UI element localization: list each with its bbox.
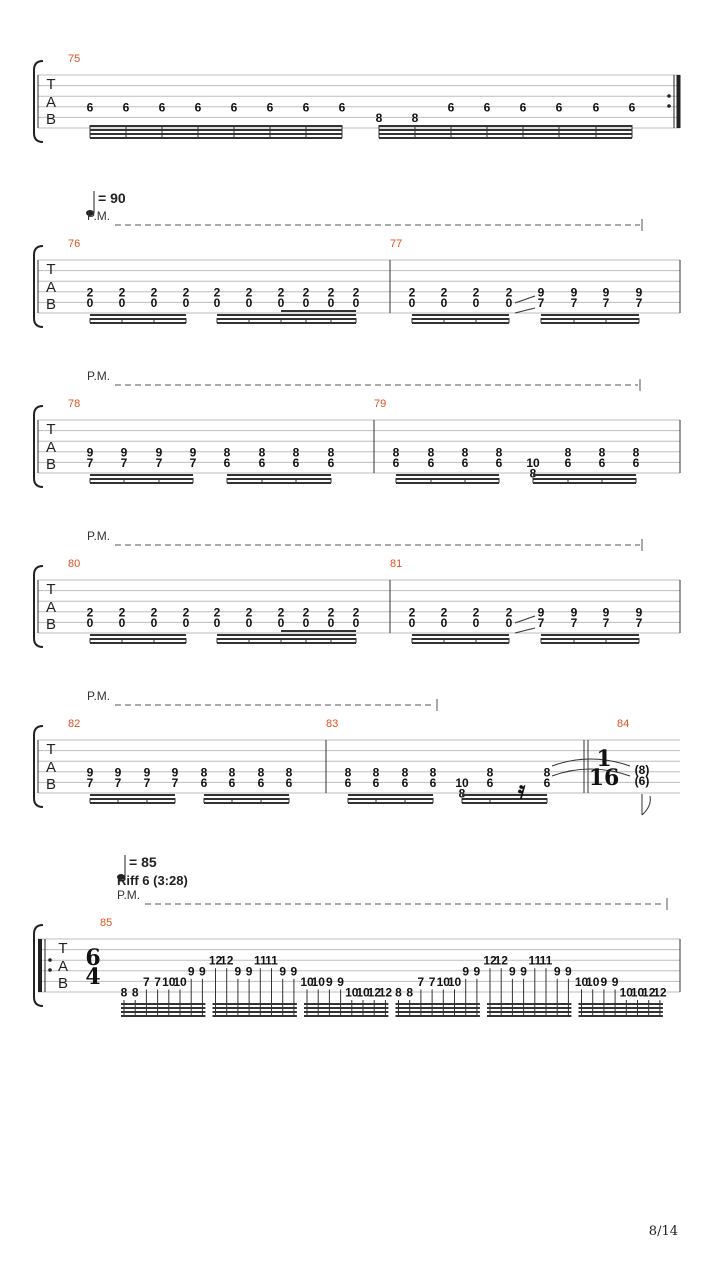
- tab-clef-b: B: [45, 456, 57, 473]
- fret-number: 2: [86, 285, 94, 300]
- fret-number: 8: [292, 445, 300, 460]
- fret-number: 0: [408, 615, 416, 630]
- sixteenth-rest-icon: 𝄿: [518, 777, 526, 804]
- fret-number: 8: [598, 445, 606, 460]
- fret-number: 8: [258, 445, 266, 460]
- fret-number: 2: [408, 605, 416, 620]
- fret-number: 7: [143, 974, 150, 989]
- fret-number: 6: [564, 455, 572, 470]
- fret-number: 9: [189, 445, 197, 460]
- fret-number: 6: [194, 100, 202, 115]
- measure-75-beams: [90, 125, 632, 138]
- fret-number: 9: [570, 605, 578, 620]
- tied-fret-number: (6): [634, 774, 650, 788]
- fret-number: 11: [265, 953, 278, 968]
- fret-number: 9: [279, 964, 287, 979]
- tab-clef-b: B: [45, 776, 57, 793]
- fret-number: 9: [565, 964, 572, 979]
- fret-number: 6: [223, 455, 231, 470]
- fret-number: 0: [277, 615, 285, 630]
- fret-number: 10: [311, 974, 325, 989]
- fret-number: 9: [537, 285, 545, 300]
- tempo-marking: = 90: [98, 190, 126, 206]
- fret-number: 7: [417, 974, 425, 989]
- palm-mute-label: P.M.: [87, 369, 111, 383]
- fret-number: 0: [472, 615, 480, 630]
- tab-clef-t: T: [58, 940, 68, 957]
- fret-number: 2: [302, 605, 310, 620]
- fret-number: 8: [401, 765, 409, 780]
- fret-number: 9: [611, 974, 619, 989]
- fret-number: 12: [378, 985, 393, 1000]
- measure-82-83-beams: [90, 795, 547, 803]
- fret-number: 0: [182, 615, 190, 630]
- fret-number: 9: [520, 964, 527, 979]
- fret-number: 0: [408, 295, 416, 310]
- fret-number: 9: [199, 964, 206, 979]
- fret-number: 8: [495, 445, 503, 460]
- fret-number: 8: [543, 765, 551, 780]
- fret-number: 0: [505, 615, 513, 630]
- system-3: [34, 369, 680, 487]
- fret-number: 9: [187, 964, 195, 979]
- fret-number: 0: [302, 295, 310, 310]
- fret-number: 9: [635, 285, 643, 300]
- tab-clef-a: A: [57, 958, 69, 975]
- fret-number: 6: [427, 455, 435, 470]
- fret-number: 6: [228, 775, 236, 790]
- fret-number: 12: [642, 985, 656, 1000]
- fret-number: 10: [455, 775, 469, 790]
- fret-number: 0: [245, 615, 253, 630]
- fret-number: 11: [253, 953, 267, 968]
- fret-number: 9: [509, 964, 516, 979]
- staff-lines: [38, 420, 680, 473]
- fret-number: 8: [200, 765, 208, 780]
- fret-number: 8: [120, 985, 128, 1000]
- repeat-dot: [667, 104, 671, 108]
- fret-number: 10: [436, 974, 450, 989]
- fret-number: 7: [537, 295, 545, 310]
- fret-number: 9: [143, 765, 151, 780]
- fret-number: 9: [245, 964, 253, 979]
- tab-clef-b: B: [45, 296, 57, 313]
- measure-number: 80: [68, 558, 81, 570]
- fret-number: 8: [223, 445, 231, 460]
- tab-clef-a: A: [45, 759, 57, 776]
- fret-number: 2: [408, 285, 416, 300]
- fret-number: 6: [258, 455, 266, 470]
- fret-number: 0: [150, 295, 158, 310]
- fret-number: 6: [302, 100, 310, 115]
- fret-number: 6: [292, 455, 300, 470]
- tab-clef-b: B: [57, 975, 69, 992]
- fret-number: 6: [372, 775, 380, 790]
- fret-number: 9: [602, 285, 610, 300]
- section-marker: Riff 6 (3:28): [117, 873, 188, 888]
- fret-number: 9: [337, 974, 344, 989]
- fret-number: 7: [86, 775, 94, 790]
- fret-number: 10: [356, 985, 370, 1000]
- time-signature-top: 6: [85, 945, 101, 971]
- tab-clef-a: A: [45, 439, 57, 456]
- fret-number: 9: [600, 974, 608, 989]
- fret-number: 2: [352, 285, 360, 300]
- system-6: [34, 854, 680, 1016]
- fret-number: 6: [495, 455, 503, 470]
- fret-number: 0: [352, 615, 360, 630]
- fret-number: 7: [86, 455, 94, 470]
- fret-number: 10: [574, 974, 589, 989]
- measure-number: 81: [390, 558, 403, 570]
- fret-number: 0: [86, 295, 94, 310]
- fret-number: 7: [143, 775, 151, 790]
- fret-number: 2: [277, 285, 285, 300]
- fret-number: 12: [208, 953, 223, 968]
- system-1: [34, 53, 680, 142]
- fret-number: 12: [220, 953, 234, 968]
- fret-number: 6: [628, 100, 636, 115]
- fret-number: 9: [462, 964, 470, 979]
- fret-number: 0: [505, 295, 513, 310]
- fret-number: 10: [162, 974, 176, 989]
- measure-77-notes: [409, 285, 643, 310]
- fret-number: 6: [461, 455, 469, 470]
- fret-number: 9: [570, 285, 578, 300]
- fret-number: 6: [447, 100, 455, 115]
- fret-number: 9: [553, 964, 561, 979]
- fret-number: 2: [245, 605, 253, 620]
- fret-number: 2: [182, 285, 190, 300]
- fret-number: 6: [401, 775, 409, 790]
- fret-number: 6: [598, 455, 606, 470]
- fret-number: 7: [635, 295, 643, 310]
- fret-number: 10: [345, 985, 359, 1000]
- fret-number: 7: [602, 295, 610, 310]
- tab-clef-t: T: [46, 581, 56, 598]
- fret-number: 10: [300, 974, 314, 989]
- page-number: 8/14: [648, 1224, 678, 1239]
- fret-number: 9: [473, 964, 481, 979]
- fret-number: 8: [395, 985, 402, 1000]
- measure-number: 83: [326, 718, 339, 730]
- fret-number: 8: [257, 765, 265, 780]
- fret-number: 7: [120, 455, 128, 470]
- measure-78-79-beams: [90, 475, 636, 483]
- fret-number: 10: [526, 455, 540, 470]
- fret-number: 2: [118, 605, 126, 620]
- tempo-marking: = 85: [129, 854, 157, 870]
- fret-number: 8: [632, 445, 640, 460]
- fret-number: 6: [257, 775, 265, 790]
- measure-81-notes: [409, 605, 643, 630]
- slide: [515, 628, 535, 633]
- fret-number: 6: [86, 100, 94, 115]
- fret-number: 7: [570, 295, 578, 310]
- fret-number: 7: [537, 615, 545, 630]
- fret-number: 0: [213, 295, 221, 310]
- fret-number: 9: [155, 445, 163, 460]
- fret-number: 7: [114, 775, 122, 790]
- fret-number: 2: [245, 285, 253, 300]
- fret-number: 0: [440, 295, 448, 310]
- measure-number: 82: [68, 718, 81, 730]
- fret-number: 12: [367, 985, 381, 1000]
- fret-number: 2: [213, 285, 221, 300]
- fret-number: 7: [154, 974, 161, 989]
- measure-85-notes: [121, 954, 667, 1016]
- measure-number: 78: [68, 398, 81, 410]
- fret-number: 11: [539, 953, 553, 968]
- palm-mute-label: P.M.: [87, 209, 111, 223]
- system-2: [34, 190, 680, 327]
- measure-number: 84: [617, 718, 630, 730]
- fret-number: 0: [118, 615, 126, 630]
- fret-number: 0: [150, 615, 158, 630]
- system-4: [34, 529, 680, 647]
- fret-number: 0: [327, 295, 335, 310]
- fret-number: 0: [277, 295, 285, 310]
- tab-clef-t: T: [46, 261, 56, 278]
- fret-number: 8: [372, 765, 380, 780]
- fret-number: 8: [285, 765, 293, 780]
- fret-number: 8: [392, 445, 400, 460]
- fret-number: 2: [505, 605, 513, 620]
- fret-number: 6: [230, 100, 238, 115]
- fret-number: 6: [158, 100, 166, 115]
- fret-number: 2: [277, 605, 285, 620]
- fret-number: 8: [429, 765, 437, 780]
- fret-number: 2: [472, 605, 480, 620]
- fret-number: 8: [461, 445, 469, 460]
- fret-number: 0: [327, 615, 335, 630]
- palm-mute-label: P.M.: [87, 529, 111, 543]
- tab-clef-t: T: [46, 421, 56, 438]
- fret-number: 9: [114, 765, 122, 780]
- note-flag: [642, 796, 650, 815]
- fret-number: 9: [86, 445, 94, 460]
- fret-number: 0: [472, 295, 480, 310]
- palm-mute-label: P.M.: [117, 888, 141, 902]
- system-5: [34, 689, 680, 815]
- fret-number: 6: [555, 100, 563, 115]
- fret-number: 7: [189, 455, 197, 470]
- fret-number: 6: [429, 775, 437, 790]
- fret-number: 9: [602, 605, 610, 620]
- fret-number: 6: [344, 775, 352, 790]
- measure-number: 76: [68, 238, 81, 250]
- fret-number: 8: [529, 466, 537, 481]
- fret-number: 8: [458, 786, 466, 801]
- fret-number: 8: [427, 445, 435, 460]
- slide: [515, 308, 535, 313]
- fret-number: 0: [182, 295, 190, 310]
- measure-number: 75: [68, 53, 81, 65]
- fret-number: 2: [352, 605, 360, 620]
- fret-number: 9: [171, 765, 179, 780]
- fret-number: 12: [653, 985, 667, 1000]
- repeat-dot: [48, 958, 52, 962]
- fret-number: 9: [86, 765, 94, 780]
- measure-78-notes: [87, 445, 335, 470]
- fret-number: 8: [411, 110, 419, 125]
- fret-number: 8: [375, 110, 383, 125]
- staff-lines: [38, 75, 680, 128]
- measure-80-notes: [87, 605, 360, 630]
- fret-number: 9: [537, 605, 545, 620]
- repeat-dot: [48, 968, 52, 972]
- fret-number: 9: [635, 605, 643, 620]
- fret-number: 10: [586, 974, 600, 989]
- time-signature-top: 1: [596, 746, 612, 772]
- fret-number: 0: [86, 615, 94, 630]
- fret-number: 8: [564, 445, 572, 460]
- fret-number: 10: [630, 985, 645, 1000]
- fret-number: 6: [632, 455, 640, 470]
- fret-number: 6: [592, 100, 600, 115]
- tab-clef-t: T: [46, 741, 56, 758]
- repeat-dot: [667, 94, 671, 98]
- measure-number: 77: [390, 238, 403, 250]
- fret-number: 2: [86, 605, 94, 620]
- fret-number: 10: [173, 974, 187, 989]
- tab-clef-a: A: [45, 94, 57, 111]
- fret-number: 6: [285, 775, 293, 790]
- fret-number: 12: [483, 953, 497, 968]
- measure-82-notes: [87, 765, 293, 790]
- fret-number: 2: [440, 605, 448, 620]
- fret-number: 6: [519, 100, 527, 115]
- fret-number: 7: [635, 615, 643, 630]
- fret-number: 0: [245, 295, 253, 310]
- fret-number: 12: [494, 953, 508, 968]
- fret-number: 10: [447, 974, 462, 989]
- fret-number: 11: [528, 953, 542, 968]
- fret-number: 2: [472, 285, 480, 300]
- fret-number: 6: [200, 775, 208, 790]
- fret-number: 8: [327, 445, 335, 460]
- fret-number: 7: [171, 775, 179, 790]
- fret-number: 7: [155, 455, 163, 470]
- fret-number: 6: [338, 100, 346, 115]
- fret-number: 0: [440, 615, 448, 630]
- fret-number: 10: [619, 985, 633, 1000]
- tab-clef-b: B: [45, 111, 57, 128]
- fret-number: 9: [290, 964, 298, 979]
- fret-number: 2: [327, 285, 335, 300]
- measure-number: 79: [374, 398, 387, 410]
- fret-number: 7: [602, 615, 610, 630]
- tab-clef-t: T: [46, 76, 56, 93]
- fret-number: 9: [234, 964, 242, 979]
- measure-76-notes: [87, 285, 360, 310]
- fret-number: 6: [543, 775, 551, 790]
- tab-clef-a: A: [45, 599, 57, 616]
- fret-number: 2: [150, 605, 158, 620]
- fret-number: 2: [327, 605, 335, 620]
- fret-number: 9: [326, 974, 333, 989]
- time-signature-bottom: 4: [85, 964, 101, 990]
- fret-number: 6: [266, 100, 274, 115]
- fret-number: 2: [182, 605, 190, 620]
- fret-number: 0: [302, 615, 310, 630]
- fret-number: 8: [406, 985, 414, 1000]
- fret-number: 6: [327, 455, 335, 470]
- tab-clef-a: A: [45, 279, 57, 296]
- fret-number: 8: [486, 765, 494, 780]
- fret-number: 0: [352, 295, 360, 310]
- fret-number: 8: [131, 985, 139, 1000]
- fret-number: 6: [392, 455, 400, 470]
- fret-number: 7: [428, 974, 436, 989]
- time-signature-bottom: 16: [588, 765, 620, 791]
- measure-number: 85: [100, 917, 113, 929]
- fret-number: 6: [486, 775, 494, 790]
- fret-number: 7: [570, 615, 578, 630]
- tied-fret-number: (8): [634, 763, 650, 777]
- fret-number: 2: [505, 285, 513, 300]
- fret-number: 2: [213, 605, 221, 620]
- fret-number: 2: [440, 285, 448, 300]
- fret-number: 6: [122, 100, 130, 115]
- fret-number: 0: [213, 615, 221, 630]
- fret-number: 6: [483, 100, 491, 115]
- tab-clef-b: B: [45, 616, 57, 633]
- measure-75-notes: [87, 100, 636, 125]
- fret-number: 9: [120, 445, 128, 460]
- fret-number: 2: [150, 285, 158, 300]
- palm-mute-label: P.M.: [87, 689, 111, 703]
- fret-number: 2: [302, 285, 310, 300]
- fret-number: 8: [344, 765, 352, 780]
- fret-number: 8: [228, 765, 236, 780]
- fret-number: 2: [118, 285, 126, 300]
- fret-number: 0: [118, 295, 126, 310]
